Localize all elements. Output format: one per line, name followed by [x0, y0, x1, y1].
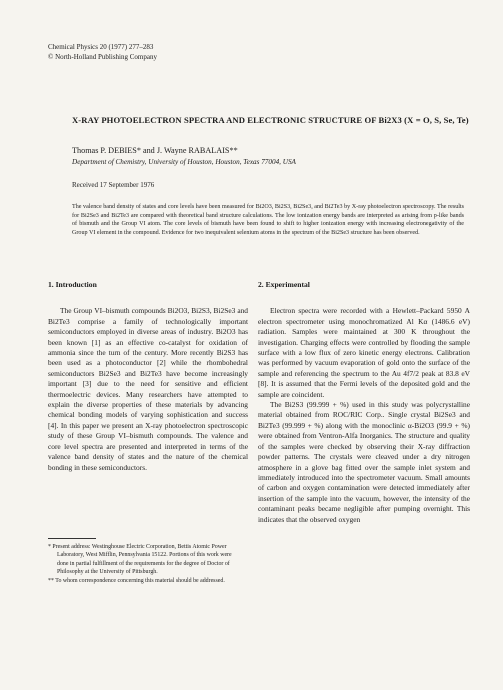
- left-column: [48, 280, 248, 473]
- publisher-line: © North-Holland Publishing Company: [48, 53, 157, 61]
- footnote-2: ** To whom correspondence concerning this material should be addressed.: [48, 577, 225, 584]
- journal-header: [48, 42, 157, 62]
- right-column: [258, 280, 470, 525]
- experimental-paragraph-2: The Bi2S3 (99.999 + %) used in this study was polycrystalline material obtained from ROC/RIC Corp.. Single crystal Bi2Se3 and Bi2Te3 (99.999 + %) along with the monoclinic α-Bi2O3 (99.9 + %) were obtained from Ventron-Alfa Inorganics. The structure and quality of the samples were checked by observing their X-ray diffraction powder patterns. The crystals were cleaved under a dry nitrogen atmosphere in a glove bag fitted over the sample inlet system and immediately introduced into the spectrometer vacuum. Small amounts of carbon and oxygen contamination were detected immediately after insertion of the sample into the vacuum, however, the intensity of the contaminant peaks became negligible after pumping overnight. This indicates that the observed oxygen: [258, 400, 470, 524]
- paper-affiliation: Department of Chemistry, University of Houston, Houston, Texas 77004, USA: [72, 158, 296, 166]
- section-heading-introduction: 1. Introduction: [48, 280, 97, 289]
- experimental-paragraph-1: Electron spectra were recorded with a Hewlett–Packard 5950 A electron spectrometer using monochromatized Al Kα (1486.6 eV) radiation. Samples were maintained at 300 K throughout the investigation. Charging effects were controlled by flooding the sample surface with a low flux of zero kinetic energy electrons. Calibration was performed by vacuum evaporation of gold onto the surface of the sample and referencing the spectrum to the Au 4f7/2 peak at 83.8 eV [8]. It is assumed that the Fermi levels of the deposited gold and the sample are coincident.: [258, 306, 470, 399]
- paper-title: X-RAY PHOTOELECTRON SPECTRA AND ELECTRONIC STRUCTURE OF Bi2X3 (X = O, S, Se, Te): [72, 115, 469, 125]
- footnote-divider: [48, 538, 96, 539]
- intro-paragraph: The Group VI–bismuth compounds Bi2O3, Bi2S3, Bi2Se3 and Bi2Te3 comprise a family of technologically important semiconductors employed in diverse areas of industry. Bi2O3 has been known [1] as an effective co-catalyst for oxidation of ammonia since the turn of the century. More recently Bi2S3 has been used as a photoconductor [2] while the rhombohedral semiconductors Bi2Se3 and Bi2Te3 have become increasingly important [3] due to the need for sensitive and efficient thermoelectric devices. Many researchers have attempted to explain the diverse properties of these materials by advancing chemical bonding models of varying sophistication and success [4]. In this paper we present an X-ray photoelectron spectroscopic study of these Group VI–bismuth compounds. The valence and core level spectra are presented and interpreted in terms of the valence band density of states and the nature of the chemical bonding in these semiconductors.: [48, 306, 248, 472]
- received-date: Received 17 September 1976: [72, 181, 155, 189]
- footnotes: [48, 543, 244, 585]
- paper-authors: Thomas P. DEBIES* and J. Wayne RABALAIS**: [72, 146, 238, 155]
- journal-citation: Chemical Physics 20 (1977) 277–283: [48, 43, 154, 51]
- footnote-1: * Present address: Westinghouse Electric Corporation, Bettis Atomic Power Laboratory, West Mifflin, Pennsylvania 15122. Portions of this work were done in partial fulfillment of the requirements for the degree of Doctor of Philosophy at the University of Pittsburgh.: [48, 544, 232, 576]
- abstract: The valence band density of states and core levels have been measured for Bi2O3, Bi2S3, Bi2Se3, and Bi2Te3 by X-ray photoelectron spectroscopy. The results for Bi2Se3 and Bi2Te3 are compared with theoretical band structure calculations. The low ionization energy bands are interpreted as arising from p-like bands of bismuth and the Group VI atom. The core levels of bismuth have been found to shift to higher ionization energy with increasing electronegativity of the Group VI element in the compound. Evidence for two inequivalent selenium atoms in the spectrum of the Bi2Se3 structure has been observed.: [72, 204, 464, 236]
- section-heading-experimental: 2. Experimental: [258, 280, 310, 289]
